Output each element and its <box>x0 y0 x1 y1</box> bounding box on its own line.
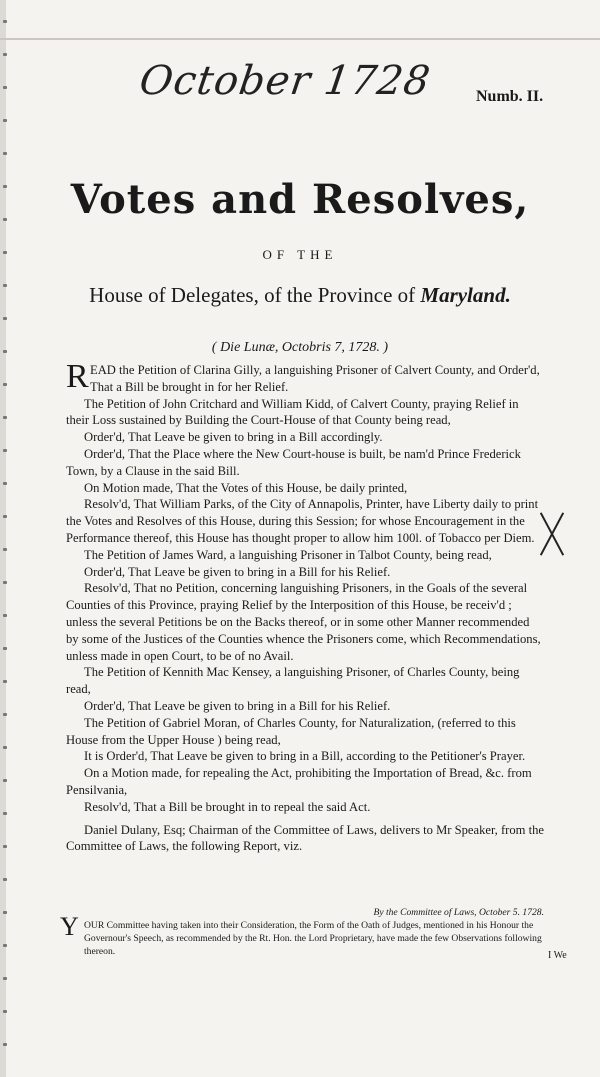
title-connector: OF THE <box>262 247 338 262</box>
paragraph: The Petition of Gabriel Moran, of Charles County, for Naturalization, (referred to this House from the Upper House ) being read, <box>66 715 516 747</box>
binding-hole <box>3 878 7 881</box>
binding-hole <box>3 1043 7 1046</box>
session-date: ( Die Lunæ, Octobris 7, 1728. ) <box>211 340 389 355</box>
proceedings-text <box>66 358 544 855</box>
drop-cap: R <box>66 358 89 395</box>
binding-hole <box>3 20 7 23</box>
binding-hole <box>3 416 7 419</box>
paragraph: Resolv'd, That William Parks, of the City of Annapolis, Printer, have Liberty daily to print the Votes and Resolves of this House, during this Session; for whose Encouragement in the Performance thereof, this House has thought proper to allow him 100l. of Tobacco per Diem. <box>66 497 539 545</box>
paragraph: Resolv'd, That a Bill be brought in to repeal the said Act. <box>84 799 371 814</box>
binding-hole <box>3 482 7 485</box>
paragraph: The Petition of John Critchard and William Kidd, of Calvert County, praying Relief in their Loss sustained by Building the Court-House of that County being read, <box>66 396 519 428</box>
binding-hole <box>3 977 7 980</box>
handwritten-date: October 1728 <box>136 58 434 104</box>
binding-hole <box>3 515 7 518</box>
paragraph: Resolv'd, That no Petition, concerning languishing Prisoners, in the Goals of the several Counties of this Province, praying Relief by the Interposition of this House, be receiv'd ; unless the several Petitions be on the Backs thereof, or in some other Manner recommended by some of the Justices of the Counties whence the Prisoners come, which Recommendations, unless made in open Court, to be of no Avail. <box>66 581 541 663</box>
paragraph: Order'd, That Leave be given to bring in a Bill accordingly. <box>84 430 383 445</box>
document-subtitle <box>0 283 600 308</box>
paragraph: Daniel Dulany, Esq; Chairman of the Committee of Laws, delivers to Mr Speaker, from the Committee of Laws, the following Report, viz. <box>66 822 544 854</box>
paragraph: The Petition of Kennith Mac Kensey, a languishing Prisoner, of Charles County, being read, <box>66 665 520 697</box>
binding-hole <box>3 845 7 848</box>
paragraph: Order'd, That Leave be given to bring in a Bill for his Relief. <box>84 564 391 579</box>
binding-hole <box>3 746 7 749</box>
paragraph: On Motion made, That the Votes of this House, be daily printed, <box>84 480 408 495</box>
binding-hole <box>3 779 7 782</box>
binding-hole <box>3 152 7 155</box>
paragraph: Order'd, That Leave be given to bring in a Bill for his Relief. <box>84 698 391 713</box>
catchword: I We <box>548 950 567 961</box>
issue-number: Numb. II. <box>476 88 544 105</box>
document-title: Votes and Resolves, <box>70 176 530 223</box>
binding-hole <box>3 317 7 320</box>
subtitle-prefix: House of Delegates, of the Province of <box>89 283 416 307</box>
report-drop-cap: Y <box>60 912 79 941</box>
binding-hole <box>3 944 7 947</box>
binding-hole <box>3 812 7 815</box>
binding-hole <box>3 548 7 551</box>
page-fold-line <box>0 38 600 40</box>
margin-cross-mark <box>540 510 564 554</box>
paragraph: The Petition of James Ward, a languishing Prisoner in Talbot County, being read, <box>84 547 492 562</box>
binding-hole <box>3 53 7 56</box>
committee-report <box>66 906 544 958</box>
binding-holes <box>0 0 14 1077</box>
binding-hole <box>3 449 7 452</box>
paragraph: It is Order'd, That Leave be given to bring in a Bill, according to the Petitioner's Prayer. <box>84 749 526 764</box>
binding-hole <box>3 1010 7 1013</box>
binding-hole <box>3 119 7 122</box>
paragraph: EAD the Petition of Clarina Gilly, a languishing Prisoner of Calvert County, and Order'd, That a Bill be brought in for her Relief. <box>90 363 540 394</box>
paragraph: On a Motion made, for repealing the Act, prohibiting the Importation of Bread, &c. from Pensilvania, <box>66 766 532 797</box>
binding-hole <box>3 911 7 914</box>
binding-hole <box>3 86 7 89</box>
binding-hole <box>3 713 7 716</box>
report-text: OUR Committee having taken into their Consideration, the Form of the Oath of Judges, mentioned in his Honour the Governour's Speech, as recommended by the Rt. Hon. the Lord Proprietary, have made the few Observations following thereon. <box>84 920 542 957</box>
paragraph: Order'd, That the Place where the New Court-house is built, be nam'd Prince Frederick Town, by a Clause in the said Bill. <box>66 446 521 478</box>
binding-hole <box>3 383 7 386</box>
report-heading: By the Committee of Laws, October 5. 1728. <box>373 907 544 918</box>
binding-hole <box>3 647 7 650</box>
subtitle-place: Maryland. <box>420 283 511 307</box>
binding-hole <box>3 614 7 617</box>
binding-hole <box>3 581 7 584</box>
binding-hole <box>3 680 7 683</box>
